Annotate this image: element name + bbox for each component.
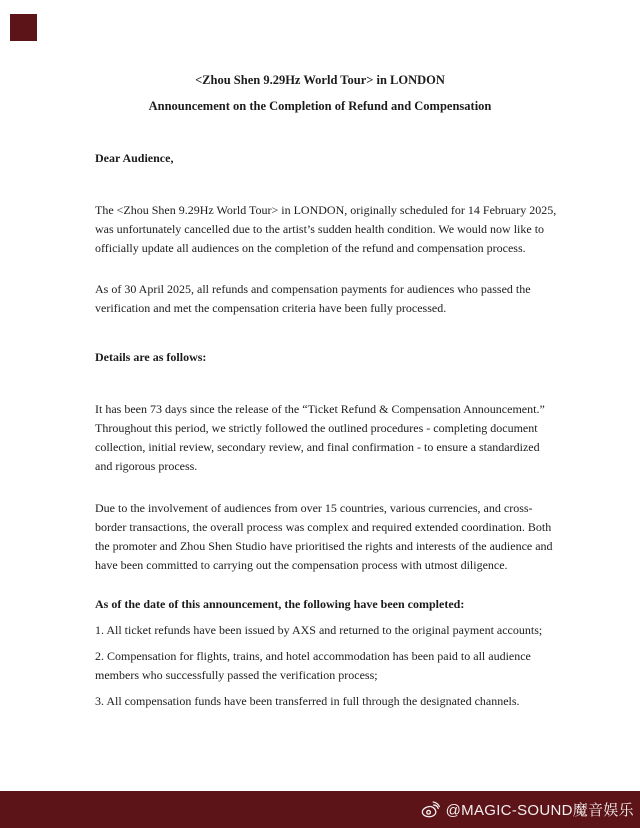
status-paragraph: As of 30 April 2025, all refunds and compensation payments for audiences who passed the verification and met the compensation criteria have been fully processed. xyxy=(95,282,531,315)
intro-paragraph: The <Zhou Shen 9.29Hz World Tour> in LONDON, originally scheduled for 14 February 2025, was unfortunately cancelled due to the artist’s sudden health condition. We would now like to officially update all audiences on the completion of the refund and compensation process. xyxy=(95,203,557,255)
completion-heading: As of the date of this announcement, the following have been completed: xyxy=(95,597,465,611)
completed-item-1: 1. All ticket refunds have been issued by AXS and returned to the original payment accounts; xyxy=(95,623,543,637)
document-header xyxy=(0,74,640,113)
page-subtitle: Announcement on the Completion of Refund and Compensation xyxy=(148,99,492,113)
corner-accent-square xyxy=(10,14,37,41)
page-title: <Zhou Shen 9.29Hz World Tour> in LONDON xyxy=(195,73,445,87)
weibo-logo-icon xyxy=(420,799,441,820)
completed-item-2: 2. Compensation for flights, trains, and hotel accommodation has been paid to all audience members who successfully passed the verification process; xyxy=(95,649,531,682)
details-paragraph-1: It has been 73 days since the release of the “Ticket Refund & Compensation Announcement.” Throughout this period, we strictly followed the outlined procedures - completing document collection, initial review, secondary review, and final confirmation - to ensure a standardized and rigorous process. xyxy=(95,402,545,473)
details-heading: Details are as follows: xyxy=(95,350,207,364)
salutation: Dear Audience, xyxy=(95,151,174,165)
completed-item-3: 3. All compensation funds have been transferred in full through the designated channels. xyxy=(95,694,520,708)
footer-bar xyxy=(0,791,640,828)
announcement-body xyxy=(95,149,559,711)
details-paragraph-2: Due to the involvement of audiences from over 15 countries, various currencies, and cross-border transactions, the overall process was complex and required extended coordination. Both the promoter and Zhou Shen Studio have prioritised the rights and interests of the audience and have been committed to carrying out the compensation process with utmost diligence. xyxy=(95,501,553,572)
watermark-label: @MAGIC-SOUND魔音娱乐 xyxy=(445,802,634,819)
